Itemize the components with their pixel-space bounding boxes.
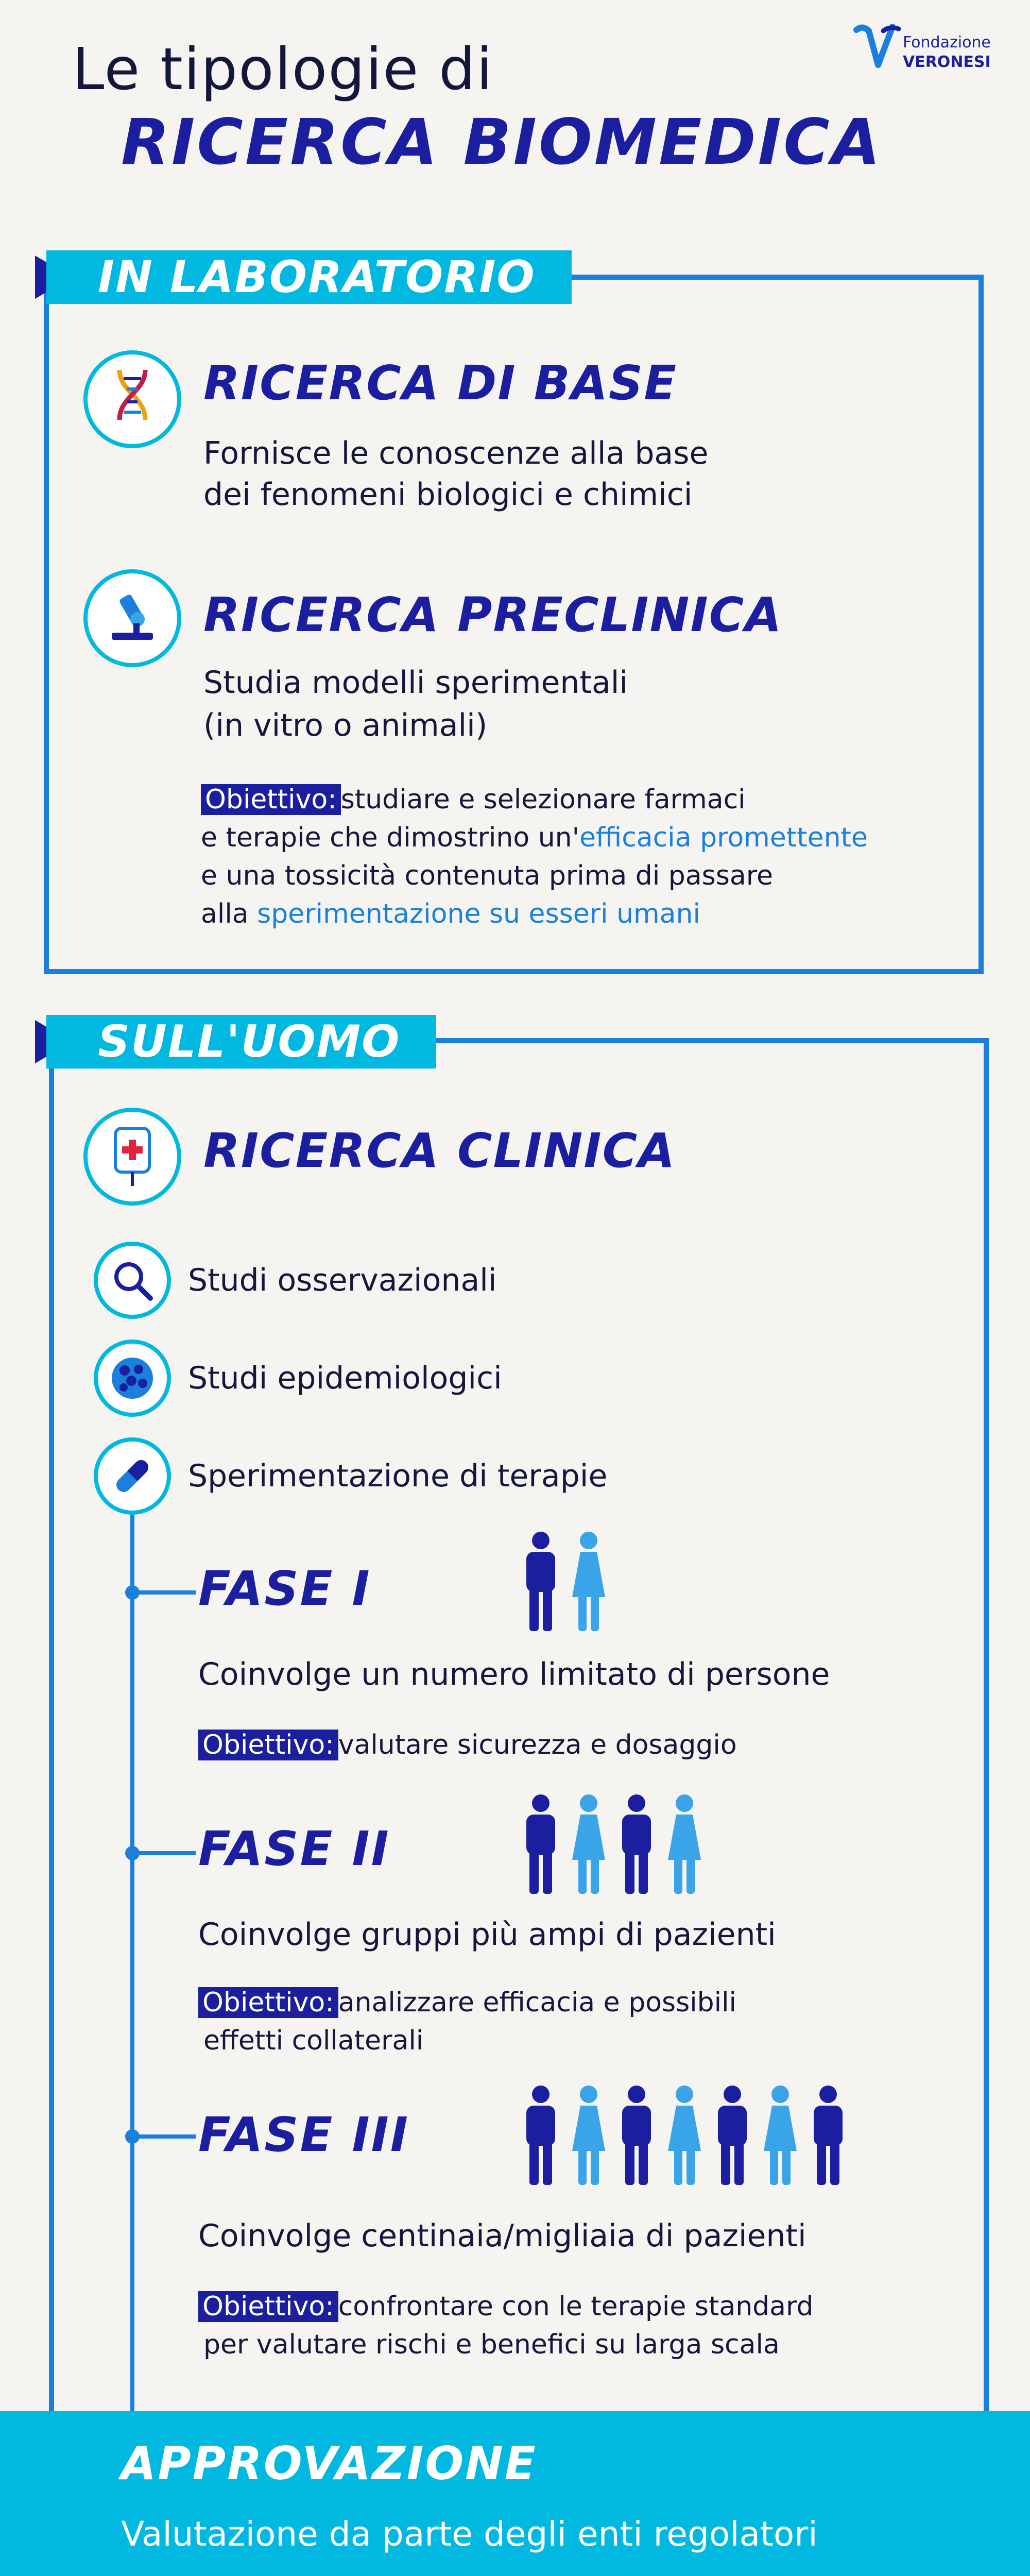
page-title: RICERCA BIOMEDICA [121, 106, 883, 179]
person-female-icon [568, 2084, 609, 2187]
fase3-title: FASE III [198, 2107, 410, 2162]
preclinica-obj-line4b: sperimentazione su esseri umani [257, 899, 700, 929]
ricerca-base-desc1: Fornisce le conoscenze alla base [203, 435, 709, 471]
preclinica-obj-line2b: efficacia promettente [579, 822, 868, 853]
fase1-people [520, 1530, 616, 1633]
timeline-branch-fase1 [134, 1590, 196, 1595]
logo [852, 20, 1022, 76]
fase3-people [520, 2084, 855, 2187]
list-item-terapie: Sperimentazione di terapie [188, 1458, 608, 1494]
list-item-osservazionali: Studi osservazionali [188, 1262, 497, 1298]
ricerca-clinica-title: RICERCA CLINICA [203, 1123, 676, 1178]
fase3-objective [198, 2287, 814, 2364]
fase2-desc: Coinvolge gruppi più ampi di pazienti [198, 1917, 776, 1953]
person-female-icon [568, 1530, 609, 1633]
microscope-icon [83, 569, 181, 667]
preclinica-obj-line4a: alla [201, 899, 258, 929]
veronesi-logo-icon [852, 20, 904, 76]
fase3-desc: Coinvolge centinaia/migliaia di pazienti [198, 2218, 806, 2254]
approvazione-title: APPROVAZIONE [121, 2437, 537, 2490]
preclinica-objective [201, 781, 948, 933]
fase1-obj-line1: valutare sicurezza e dosaggio [338, 1730, 737, 1760]
timeline-branch-fase2 [134, 1851, 196, 1855]
person-male-icon [520, 2084, 561, 2187]
preclinica-obj-line2a: e terapie che dimostrino un' [201, 822, 579, 853]
fase2-people [520, 1793, 712, 1896]
ricerca-base-desc2: dei fenomeni biologici e chimici [203, 477, 693, 513]
fase1-objective [198, 1726, 737, 1764]
objective-label: Obiettivo: [198, 1987, 338, 2018]
logo-line1: Fondazione [903, 33, 991, 52]
dna-icon [83, 350, 181, 448]
fase1-desc: Coinvolge un numero limitato di persone [198, 1656, 830, 1692]
iv-bag-icon [83, 1108, 181, 1206]
magnifier-icon [94, 1242, 171, 1319]
lab-tag: IN LABORATORIO [46, 250, 572, 304]
preclinica-obj-line1: studiare e selezionare farmaci [340, 784, 746, 815]
objective-label: Obiettivo: [198, 1730, 338, 1760]
ricerca-base-title: RICERCA DI BASE [203, 355, 678, 411]
logo-line2: VERONESI [903, 53, 991, 71]
person-female-icon [664, 1793, 705, 1896]
fase1-title: FASE I [198, 1561, 371, 1616]
ricerca-preclinica-desc1: Studia modelli sperimentali [203, 665, 628, 701]
person-female-icon [664, 2084, 705, 2187]
approvazione-band [0, 2411, 1030, 2576]
person-male-icon [808, 2084, 849, 2187]
preclinica-obj-line3: e una tossicità contenuta prima di passare [201, 860, 773, 891]
person-male-icon [520, 1530, 561, 1633]
cells-icon [94, 1340, 171, 1417]
person-male-icon [712, 2084, 753, 2187]
timeline-branch-fase3 [134, 2134, 196, 2139]
fase2-obj-line1: analizzare efficacia e possibili [338, 1987, 736, 2018]
uomo-tag: SULL'UOMO [46, 1015, 436, 1069]
fase3-obj-line2: per valutare rischi e benefici su larga scala [203, 2329, 780, 2360]
fase2-obj-line2: effetti collaterali [203, 2025, 424, 2056]
timeline-line-upper [130, 1515, 134, 2411]
fase3-obj-line1: confrontare con le terapie standard [338, 2291, 814, 2322]
ricerca-preclinica-title: RICERCA PRECLINICA [203, 587, 783, 642]
objective-label: Obiettivo: [201, 784, 341, 815]
pill-icon [94, 1437, 171, 1515]
person-male-icon [616, 1793, 657, 1896]
list-item-epidemiologici: Studi epidemiologici [188, 1360, 502, 1396]
title-line1: Le tipologie di [72, 36, 494, 103]
approvazione-desc: Valutazione da parte degli enti regolatori [121, 2514, 818, 2554]
objective-label: Obiettivo: [198, 2291, 338, 2322]
ricerca-preclinica-desc2: (in vitro o animali) [203, 707, 488, 743]
person-female-icon [568, 1793, 609, 1896]
fase2-title: FASE II [198, 1821, 390, 1876]
fase2-objective [198, 1984, 736, 2060]
person-male-icon [616, 2084, 657, 2187]
person-female-icon [760, 2084, 801, 2187]
person-male-icon [520, 1793, 561, 1896]
